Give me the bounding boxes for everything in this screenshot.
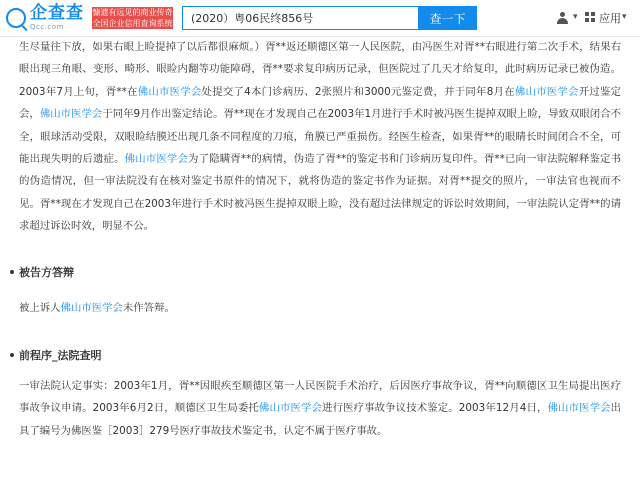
slogan-banner xyxy=(92,7,173,29)
company-link[interactable]: 佛山市医学会 xyxy=(60,302,123,314)
logo[interactable] xyxy=(6,5,84,31)
app-menu-label[interactable]: 应用 xyxy=(599,12,621,25)
logo-name: 企查查 xyxy=(30,3,84,23)
section-bullet xyxy=(10,353,14,357)
search-input[interactable] xyxy=(182,6,418,30)
search-button[interactable]: 查一下 xyxy=(418,6,477,30)
company-link[interactable]: 佛山市医学会 xyxy=(137,85,202,98)
procedure-paragraph: 一审法院认定事实：2003年1月，胥**因眼疾至顺德区第一人民医院手术治疗，后因医疗事故争议，胥**向顺德区卫生局提出医疗事故争议申请。2003年6月2日，顺德区卫生局委托佛山市医学会进行医疗事故争议技术鉴定。2003年12月4日，佛山市医学会出具了编号为佛医鉴［2003］279号医疗事故技术鉴定书，认定不属于医疗事故。 xyxy=(19,380,622,437)
defendant-paragraph: 被上诉人佛山市医学会未作答辩。 xyxy=(19,302,175,314)
company-link[interactable]: 佛山市医学会 xyxy=(39,108,103,121)
company-link[interactable]: 佛山市医学会 xyxy=(514,85,579,98)
logo-magnifier-icon xyxy=(6,8,26,28)
section-title-defendant: 被告方答辩 xyxy=(19,266,74,279)
section-bullet xyxy=(10,270,14,274)
company-link[interactable]: 佛山市医学会 xyxy=(547,402,611,415)
user-dropdown-icon[interactable]: ▾ xyxy=(573,12,578,22)
slogan-line-1: 慷遗有远见的商业传奇 xyxy=(92,8,173,17)
user-icon[interactable] xyxy=(556,12,569,25)
section-title-procedure: 前程序_法院查明 xyxy=(19,349,102,362)
logo-domain: Qcc.com xyxy=(30,23,64,31)
appeal-reasons-paragraph: 生尽量往下放，如果右眼上睑提掉了以后都很麻烦。）胥**返还顺德区第一人民医院，由冯医生对胥**右眼进行第二次手术，结果右眼出现三角眼、变形、畸形、眼睑内翻等功能障碍，胥**要求复印病历记录，但医院过了几天才给复印，此时病历记录已被伪造。2003年7月上旬，胥**在佛山市医学会处提交了4本门诊病历、2张照片和3000元鉴定费，并于同年8月在佛山市医学会开过鉴定会，佛山市医学会于同年9月作出鉴定结论。胥**现在才发现自己在2003年1月进行手术时被冯医生提掉双眼上睑，导致双眼闭合不全，眼球活动受限，双眼睑结膜还出现几条不同程度的刀痕，角膜已严重损伤。经医生检查，如果胥**的眼睛长时间闭合不全，可能出现失明的后遗症。佛山市医学会为了隐瞒胥**的病情，伪造了胥**的鉴定书和门诊病历复印件。胥**已向一审法院解释鉴定书的伪造情况，但一审法院没有在核对鉴定书原件的情况下，就将伪造的鉴定书作为证据。对胥**提交的照片，一审法官也视而不见。胥**现在才发现自己在2003年进行手术时被冯医生提掉双眼上睑，没有超过法律规定的诉讼时效期间，一审法院认定胥**的请求超过诉讼时效，明显不公。 xyxy=(19,41,622,233)
app-grid-icon[interactable] xyxy=(585,12,596,23)
app-dropdown-icon[interactable]: ▾ xyxy=(622,12,627,22)
slogan-line-2: 全国企业信用查询系统 xyxy=(92,19,173,28)
top-bar xyxy=(0,0,640,37)
company-link[interactable]: 佛山市医学会 xyxy=(124,153,189,166)
company-link[interactable]: 佛山市医学会 xyxy=(258,402,323,415)
